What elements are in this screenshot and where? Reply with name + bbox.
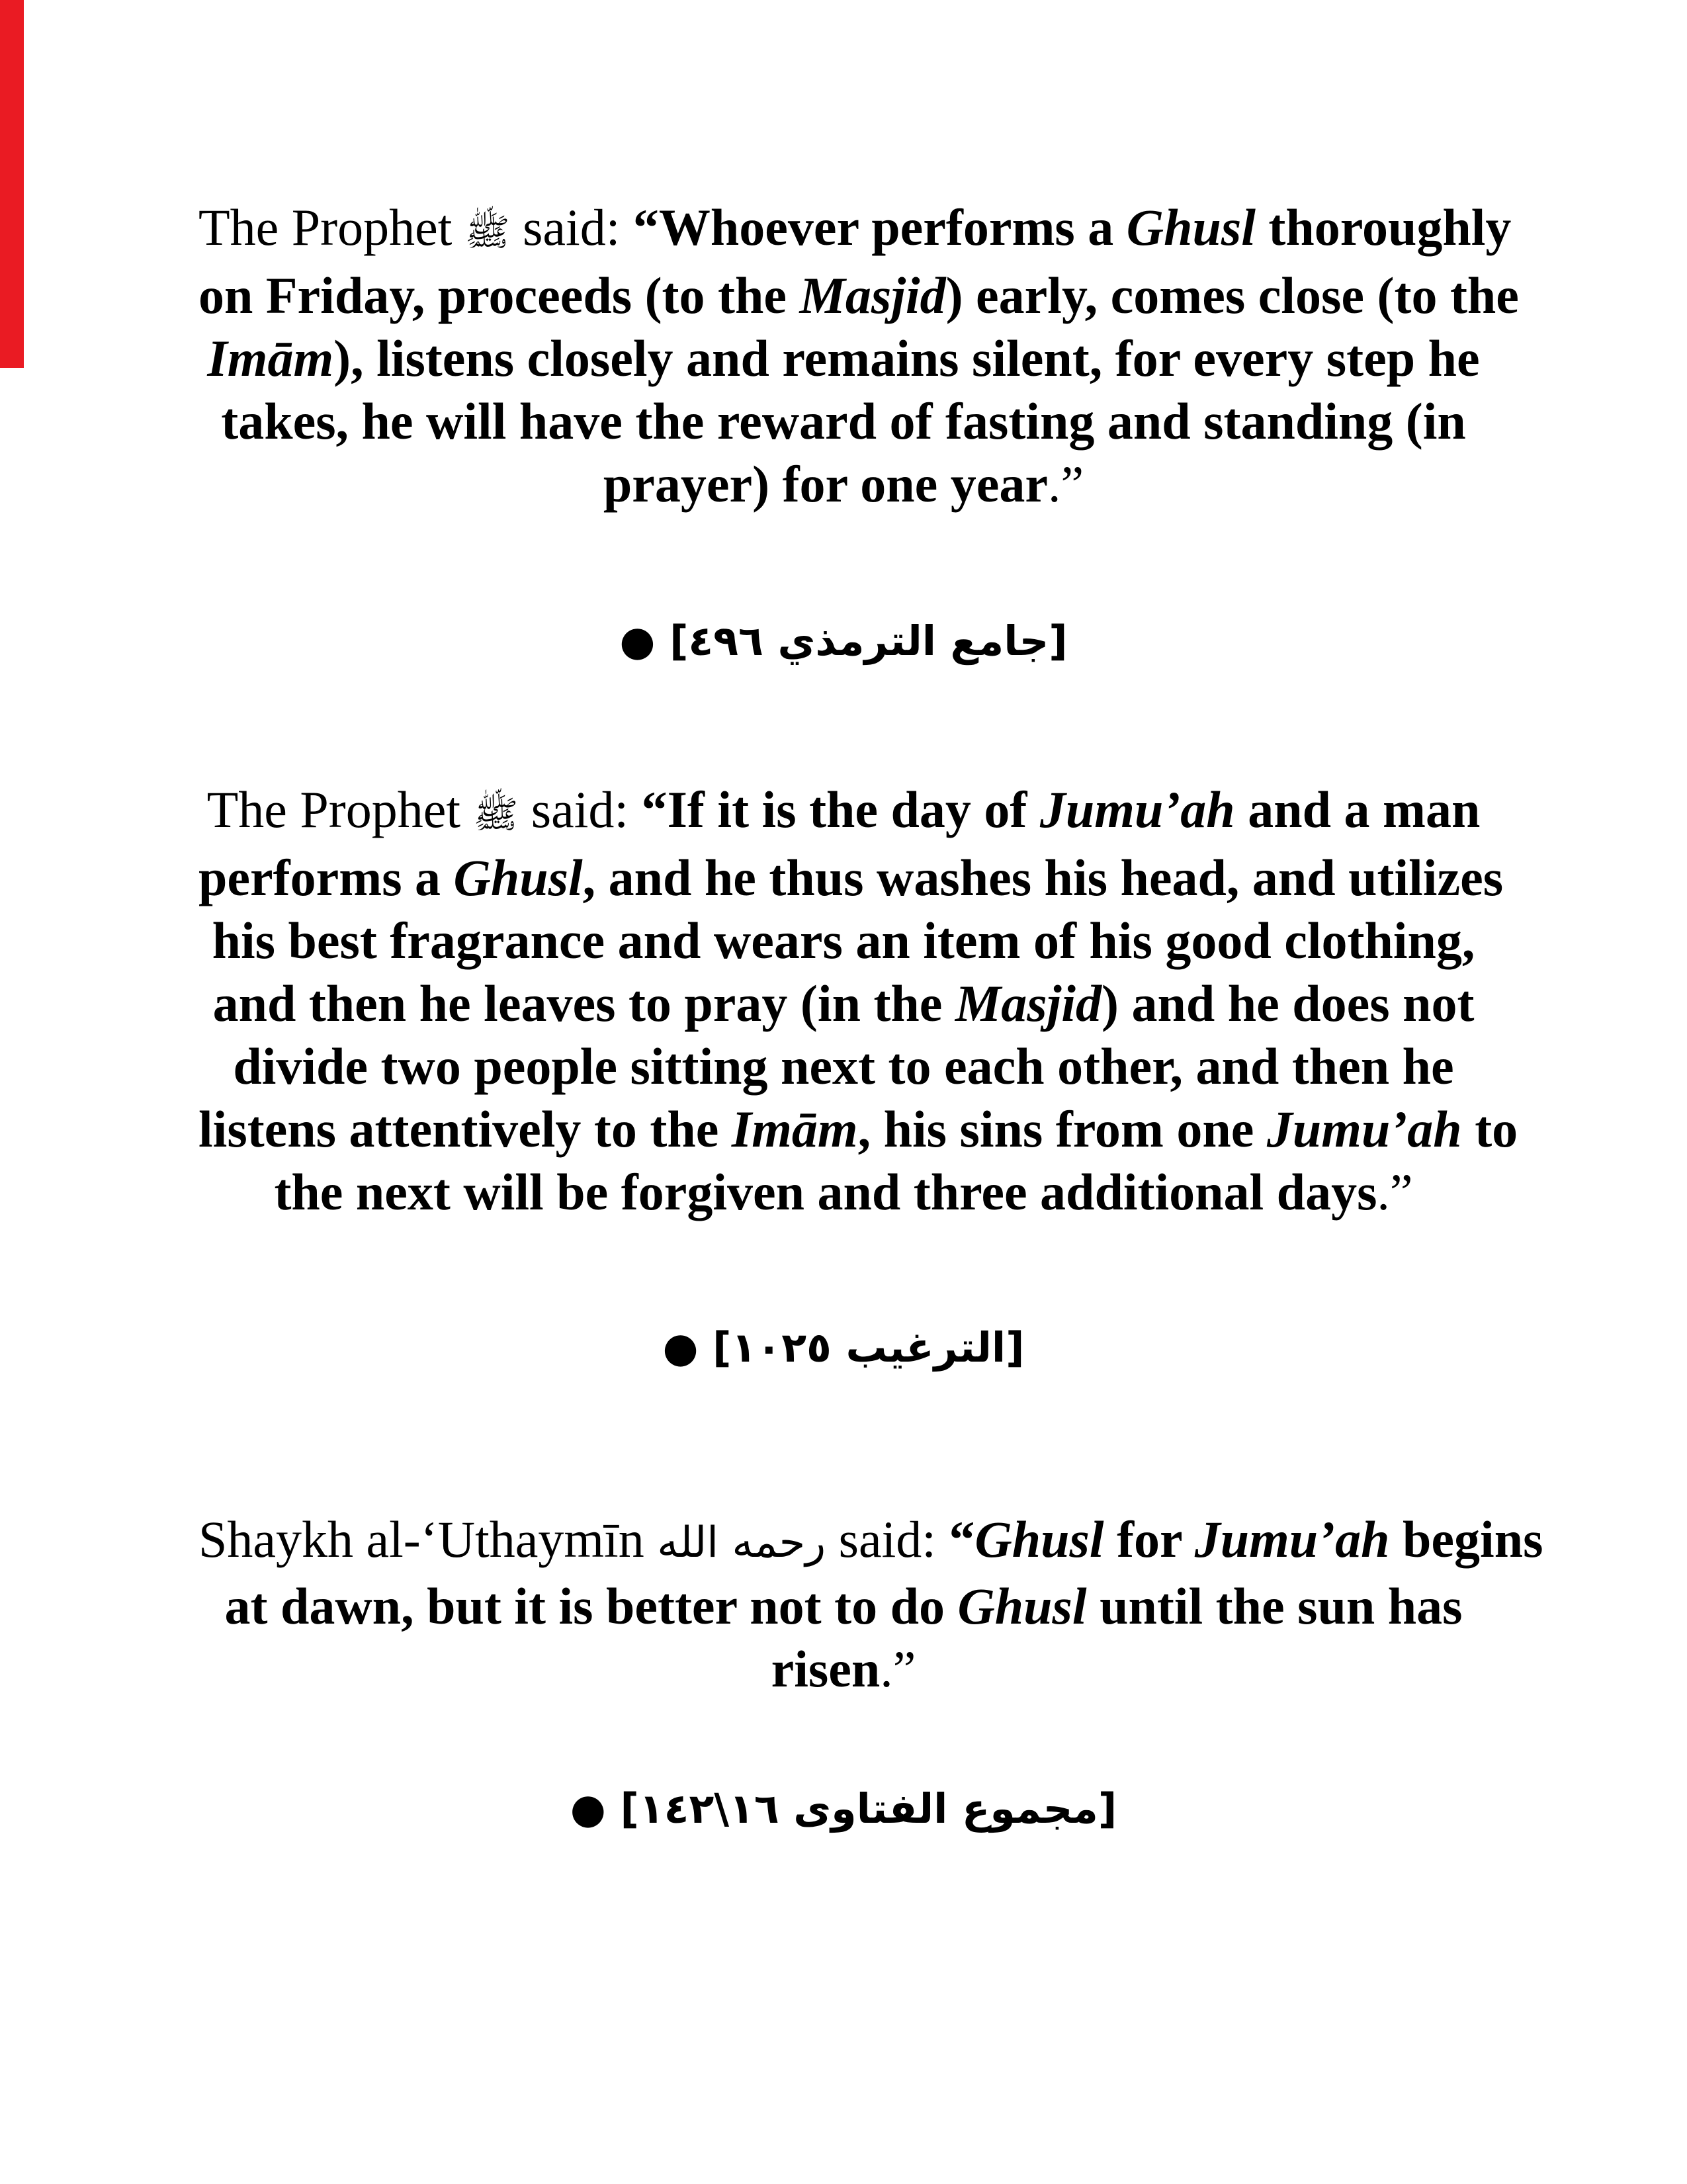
quote-text: , his sins from one bbox=[857, 1100, 1267, 1158]
sallallahu-alayhi-wasallam-symbol: ﷺ bbox=[464, 211, 510, 254]
text-line bbox=[198, 846, 1504, 909]
text-line bbox=[198, 1098, 1518, 1160]
quote-text: and then he leaves to pray (in the bbox=[212, 975, 955, 1032]
closing-quote: .” bbox=[880, 1640, 916, 1698]
term-jumuah: Jumu’ah bbox=[1266, 1100, 1462, 1158]
narration-text: Shaykh al-‘Uthaymīn bbox=[198, 1510, 658, 1568]
term-imam: Imām bbox=[731, 1100, 858, 1158]
term-jumuah: Jumu’ah bbox=[1194, 1510, 1390, 1568]
citation-majmu-fatawa bbox=[198, 1777, 1489, 1840]
narration-text: said: bbox=[518, 781, 642, 838]
citation-jami-tirmidhi bbox=[198, 609, 1489, 672]
text-line bbox=[198, 1575, 1489, 1638]
quote-text: thoroughly bbox=[1255, 198, 1512, 256]
text-line bbox=[198, 390, 1489, 453]
closing-quote: .” bbox=[1377, 1163, 1413, 1221]
shaykh-quote-paragraph bbox=[198, 1508, 1543, 1700]
quote-text: “If it is the day of bbox=[641, 781, 1040, 838]
citation-text: [جامع الترمذي ٤٩٦] ● bbox=[619, 617, 1068, 665]
term-ghusl: Ghusl bbox=[957, 1577, 1087, 1635]
hadith-paragraph-1 bbox=[198, 196, 1519, 515]
quote-text: , and he thus washes his head, and utilizes bbox=[582, 849, 1504, 906]
rahimahullah-arabic: رحمه الله bbox=[657, 1518, 826, 1567]
hadith-paragraph-2 bbox=[198, 778, 1518, 1223]
quote-text: his best fragrance and wears an item of his good clothing, bbox=[212, 912, 1475, 969]
quote-text: ) early, comes close (to the bbox=[945, 267, 1519, 324]
sallallahu-alayhi-wasallam-symbol: ﷺ bbox=[473, 793, 519, 836]
term-ghusl: Ghusl bbox=[1126, 198, 1256, 256]
quote-text: at dawn, but it is better not to do bbox=[224, 1577, 958, 1635]
quote-text: “Whoever performs a bbox=[632, 198, 1127, 256]
citation-text: [الترغيب ١٠٢٥] ● bbox=[662, 1323, 1025, 1372]
term-ghusl: Ghusl bbox=[974, 1510, 1104, 1568]
narration-text: The Prophet bbox=[198, 198, 465, 256]
closing-quote: .” bbox=[1048, 455, 1084, 513]
term-imam: Imām bbox=[207, 329, 334, 387]
text-line bbox=[198, 196, 1512, 264]
quote-text: takes, he will have the reward of fasting and standing (in bbox=[221, 392, 1466, 450]
quote-text: for bbox=[1103, 1510, 1195, 1568]
quote-text: ) and he does not bbox=[1101, 975, 1475, 1032]
text-line bbox=[198, 972, 1489, 1035]
quote-text: prayer) for one year bbox=[603, 455, 1048, 513]
text-line bbox=[198, 264, 1519, 327]
red-stripe bbox=[0, 0, 24, 368]
text-line bbox=[198, 327, 1489, 390]
quote-text: the next will be forgiven and three additional days bbox=[274, 1163, 1377, 1221]
quote-text: to bbox=[1461, 1100, 1518, 1158]
text-line bbox=[198, 909, 1489, 972]
term-masjid: Masjid bbox=[955, 975, 1102, 1032]
quote-text: performs a bbox=[198, 849, 454, 906]
quote-text: begins bbox=[1389, 1510, 1543, 1568]
text-line bbox=[198, 1035, 1489, 1098]
narration-text: said: bbox=[509, 198, 633, 256]
citation-text: [مجموع الفتاوى ١٦\١٤٢] ● bbox=[570, 1784, 1117, 1833]
quote-text: “ bbox=[949, 1510, 975, 1568]
term-ghusl: Ghusl bbox=[453, 849, 583, 906]
text-line bbox=[198, 453, 1489, 515]
text-line bbox=[198, 778, 1489, 846]
quote-text: listens attentively to the bbox=[198, 1100, 732, 1158]
quote-text: until the sun has bbox=[1086, 1577, 1463, 1635]
quote-text: and a man bbox=[1234, 781, 1481, 838]
quote-text: on Friday, proceeds (to the bbox=[198, 267, 800, 324]
text-line bbox=[198, 1160, 1489, 1223]
narration-text: The Prophet bbox=[206, 781, 474, 838]
term-masjid: Masjid bbox=[799, 267, 946, 324]
quote-text: risen bbox=[771, 1640, 881, 1698]
text-line bbox=[198, 1638, 1489, 1700]
text-line bbox=[198, 1508, 1543, 1575]
quote-text: ), listens closely and remains silent, for every step he bbox=[333, 329, 1480, 387]
quote-text: divide two people sitting next to each other, and then he bbox=[233, 1037, 1454, 1095]
narration-text: said: bbox=[826, 1510, 949, 1568]
term-jumuah: Jumu’ah bbox=[1039, 781, 1235, 838]
citation-targhib bbox=[198, 1316, 1489, 1379]
